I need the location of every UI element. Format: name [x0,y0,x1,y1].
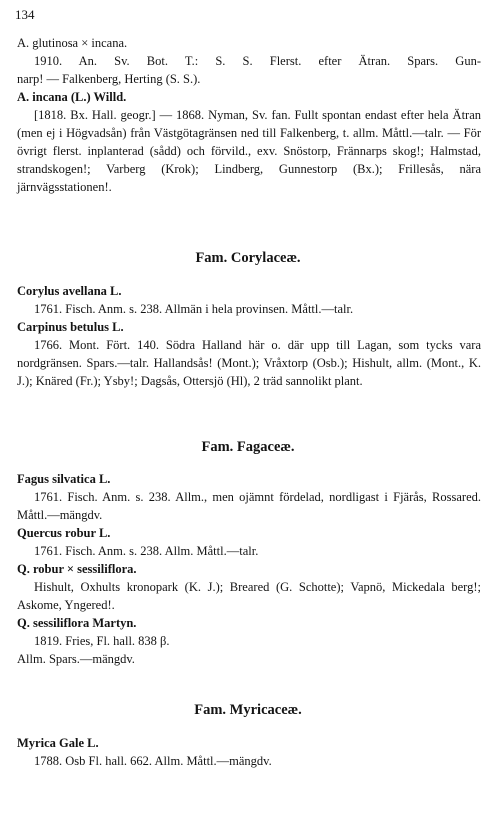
species-heading: Corylus avellana L. [17,284,122,298]
species-heading: A. incana (L.) Willd. [17,90,127,104]
species-text: 1819. Fries, Fl. hall. 838 β. [34,634,170,648]
species-text: Hishult, Oxhults kronopark (K. J.); Breared (G. Schotte); Vapnö, Mickedala berg!; Askome, Yngered!. [17,580,481,612]
species-text: 1761. Fisch. Anm. s. 238. Allmän i hela provinsen. Måttl.—talr. [34,302,354,316]
species-heading: Myrica Gale L. [17,736,99,750]
species-text: 1910. An. Sv. Bot. T.: S. S. Flerst. efter Ätran. Spars. Gun- [34,54,481,68]
species-text: 1766. Mont. Fört. 140. Södra Halland här o. där upp till Lagan, som tycks vara nordgränsen. Spars.—talr. Hallandsås! (Mont.); Vråxtorp (Osb.); Hishult, allm. (Mont., K. J.); Knäred (Fr.); Ysby!; Dagsås, Ottersjö (Hl), 2 träd sannolikt plant. [17,338,481,388]
species-text: 1761. Fisch. Anm. s. 238. Allm. Måttl.—talr. [34,544,259,558]
family-heading: Fam. Myricaceæ. [194,702,302,718]
species-heading: Q. sessiliflora Martyn. [17,616,137,630]
species-heading: A. glutinosa × incana. [17,36,128,50]
page-number: 134 [15,7,35,22]
species-text: [1818. Bx. Hall. geogr.] — 1868. Nyman, Sv. fan. Fullt spontan endast efter hela Ätran (men ej i Högvadsån) från Västgötagränsen ned till Falkenberg, t. allm. Måttl.—talr. — För övrigt flerst. inplanterad (sådd) och förvild., exv. Snöstorp, Frännarps skog!; Halmstad, strandskogen!; Varberg (Krok); Lindberg, Gunnestorp (Bx.); Frillesås, nära järnvägsstationen!. [17,108,481,194]
family-heading: Fam. Corylaceæ. [195,250,301,266]
species-heading: Carpinus betulus L. [17,320,124,334]
species-text: 1788. Osb Fl. hall. 662. Allm. Måttl.—mängdv. [34,754,272,768]
species-text: Allm. Spars.—mängdv. [17,652,135,666]
species-heading: Q. robur × sessiliflora. [17,562,137,576]
species-text: narp! — Falkenberg, Herting (S. S.). [17,72,201,86]
species-heading: Fagus silvatica L. [17,472,111,486]
species-heading: Quercus robur L. [17,526,111,540]
family-heading: Fam. Fagaceæ. [201,439,295,455]
species-text: 1761. Fisch. Anm. s. 238. Allm., men ojämnt fördelad, nordligast i Fjärås, Rossared. Måttl.—mängdv. [17,490,481,522]
